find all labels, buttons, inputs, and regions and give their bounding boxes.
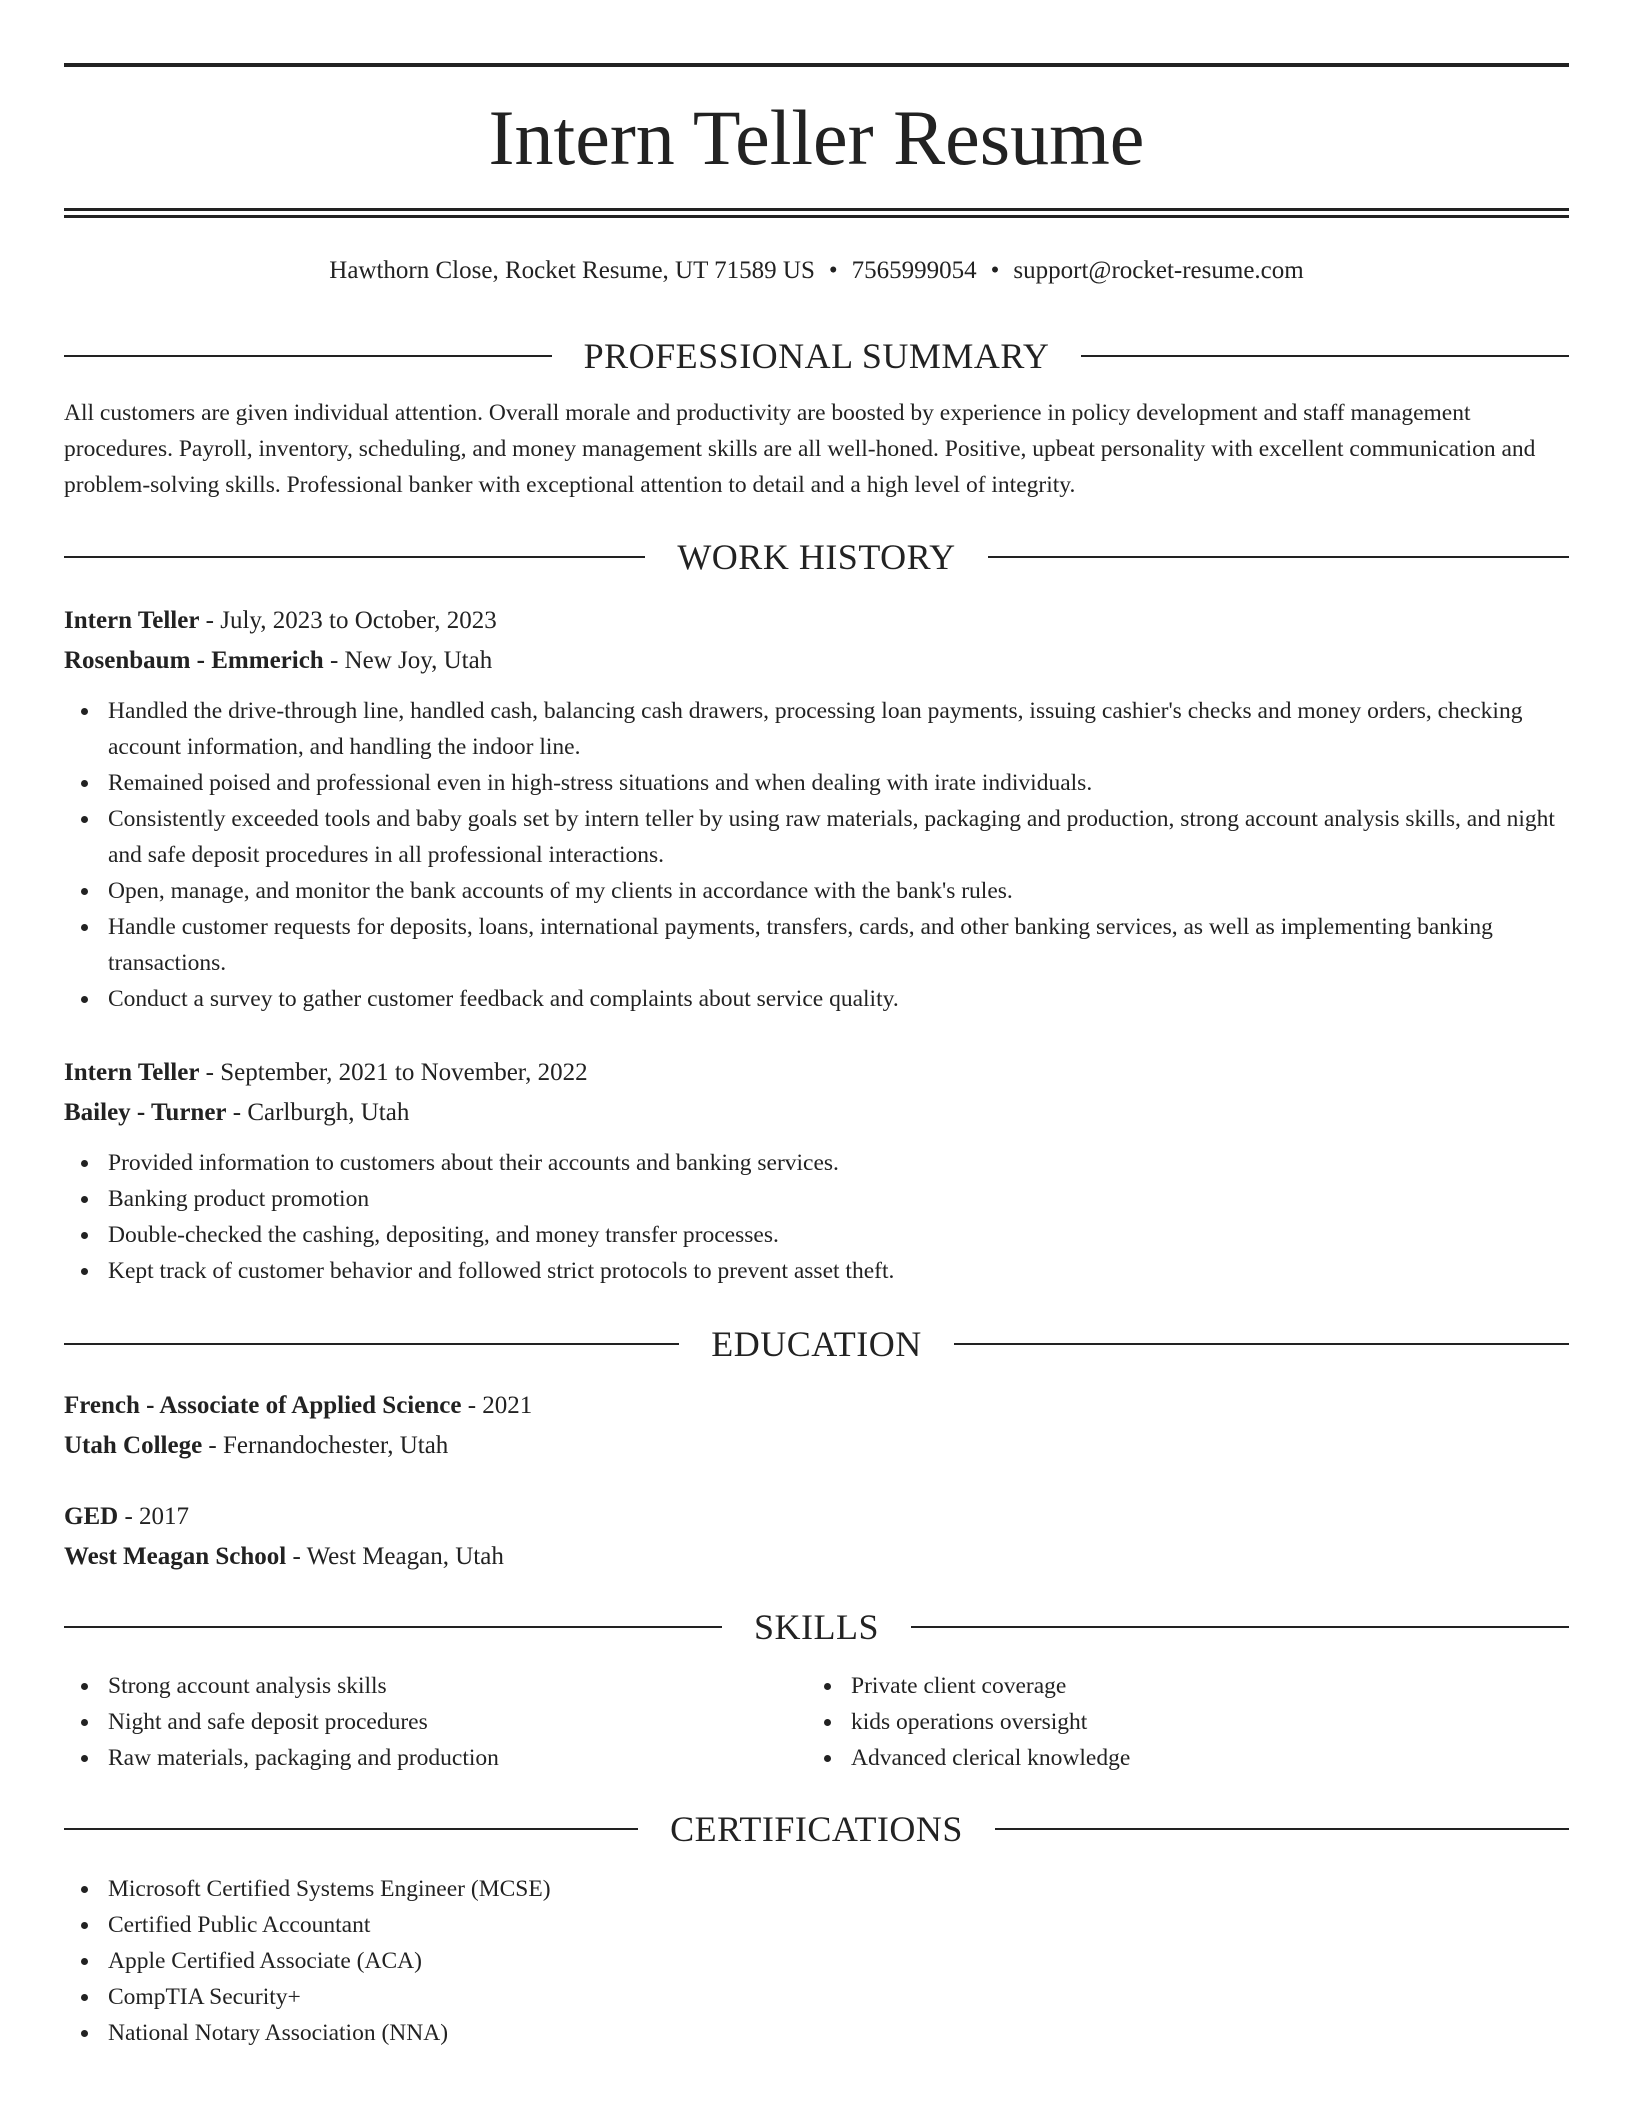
- education-degree-line: [64, 1386, 1569, 1426]
- contact-line: [64, 254, 1569, 288]
- section-title: WORK HISTORY: [677, 537, 956, 577]
- list-item: Apple Certified Associate (ACA): [64, 1943, 1569, 1979]
- education-entry: [64, 1497, 1569, 1577]
- section-header-certifications: [64, 1805, 1569, 1853]
- section-header-education: [64, 1320, 1569, 1368]
- list-item: Consistently exceeded tools and baby goals set by intern teller by using raw materials, packaging and production, strong account analysis skills, and night and safe deposit procedures in all professional interactions.: [64, 801, 1569, 873]
- list-item: Handle customer requests for deposits, loans, international payments, transfers, cards, and other banking services, as well as implementing banking transactions.: [64, 909, 1569, 981]
- summary-text: All customers are given individual attention. Overall morale and productivity are boosted by experience in policy development and staff management procedures. Payroll, inventory, scheduling, and money management skills are all well-honed. Positive, upbeat personality with excellent communication and problem-solving skills. Professional banker with exceptional attention to detail and a high level of integrity.: [64, 400, 1536, 498]
- section-rule: [988, 556, 1569, 558]
- section-title: EDUCATION: [711, 1324, 922, 1364]
- list-item: Remained poised and professional even in high-stress situations and when dealing with irate individuals.: [64, 765, 1569, 801]
- education-school-line: [64, 1537, 1569, 1577]
- education-year: - 2021: [461, 1392, 533, 1419]
- list-item: Private client coverage: [807, 1668, 1547, 1704]
- education-school: West Meagan School: [64, 1543, 287, 1570]
- section-rule: [64, 556, 645, 558]
- section-rule: [911, 1626, 1569, 1628]
- section-rule: [64, 1626, 722, 1628]
- education-entry: [64, 1386, 1569, 1466]
- job-dates: - July, 2023 to October, 2023: [199, 607, 497, 634]
- section-header-skills: [64, 1603, 1569, 1651]
- section-title: CERTIFICATIONS: [670, 1809, 963, 1849]
- section-rule: [954, 1343, 1569, 1345]
- section-rule: [64, 1343, 679, 1345]
- section-header-work-history: [64, 533, 1569, 581]
- job-entry: [64, 1053, 1569, 1289]
- list-item: kids operations oversight: [807, 1704, 1547, 1740]
- top-rule: [64, 63, 1569, 67]
- job-title-line: [64, 1053, 1569, 1093]
- title-rule-upper: [64, 208, 1569, 211]
- section-rule: [995, 1828, 1569, 1830]
- job-bullets: [64, 693, 1569, 1017]
- section-rule: [64, 355, 552, 357]
- job-title: Intern Teller: [64, 1059, 200, 1086]
- contact-phone: 7565999054: [851, 257, 977, 284]
- list-item: Open, manage, and monitor the bank accounts of my clients in accordance with the bank's rules.: [64, 873, 1569, 909]
- list-item: Microsoft Certified Systems Engineer (MCSE): [64, 1871, 1569, 1907]
- skills-column-right: [807, 1668, 1547, 1776]
- list-item: Provided information to customers about their accounts and banking services.: [64, 1145, 1569, 1181]
- list-item: Double-checked the cashing, depositing, and money transfer processes.: [64, 1217, 1569, 1253]
- job-title: Intern Teller: [64, 607, 200, 634]
- job-title-line: [64, 601, 1569, 641]
- job-company-line: [64, 1093, 1569, 1133]
- section-header-summary: [64, 332, 1569, 380]
- skills-list: [64, 1668, 1569, 1778]
- list-item: Raw materials, packaging and production: [64, 1740, 804, 1776]
- job-bullets: [64, 1145, 1569, 1289]
- section-rule: [64, 1828, 638, 1830]
- job-dates: - September, 2021 to November, 2022: [199, 1059, 588, 1086]
- education-location: - Fernandochester, Utah: [202, 1432, 449, 1459]
- section-title: SKILLS: [754, 1607, 880, 1647]
- list-item: Night and safe deposit procedures: [64, 1704, 804, 1740]
- job-company: Rosenbaum - Emmerich: [64, 647, 324, 674]
- skills-column-left: [64, 1668, 804, 1776]
- contact-email: support@rocket-resume.com: [1013, 257, 1304, 284]
- list-item: CompTIA Security+: [64, 1979, 1569, 2015]
- education-degree: French - Associate of Applied Science: [64, 1392, 462, 1419]
- job-location: - New Joy, Utah: [323, 647, 493, 674]
- education-location: - West Meagan, Utah: [286, 1543, 504, 1570]
- certifications-list: [64, 1871, 1569, 2051]
- education-year: - 2017: [118, 1503, 190, 1530]
- job-location: - Carlburgh, Utah: [226, 1099, 410, 1126]
- job-company: Bailey - Turner: [64, 1099, 227, 1126]
- contact-separator: •: [990, 257, 1000, 284]
- list-item: Banking product promotion: [64, 1181, 1569, 1217]
- section-rule: [1081, 355, 1569, 357]
- resume-title: Intern Teller Resume: [488, 94, 1145, 181]
- section-title: PROFESSIONAL SUMMARY: [583, 336, 1050, 376]
- contact-address: Hawthorn Close, Rocket Resume, UT 71589 US: [329, 257, 815, 284]
- list-item: Certified Public Accountant: [64, 1907, 1569, 1943]
- education-degree-line: [64, 1497, 1569, 1537]
- title-rule-lower: [64, 215, 1569, 218]
- job-company-line: [64, 641, 1569, 681]
- list-item: Advanced clerical knowledge: [807, 1740, 1547, 1776]
- job-entry: [64, 601, 1569, 1017]
- list-item: National Notary Association (NNA): [64, 2015, 1569, 2051]
- education-school: Utah College: [64, 1432, 203, 1459]
- list-item: Kept track of customer behavior and followed strict protocols to prevent asset theft.: [64, 1253, 1569, 1289]
- education-degree: GED: [64, 1503, 119, 1530]
- list-item: Strong account analysis skills: [64, 1668, 804, 1704]
- list-item: Conduct a survey to gather customer feedback and complaints about service quality.: [64, 981, 1569, 1017]
- contact-separator: •: [828, 257, 838, 284]
- list-item: Handled the drive-through line, handled cash, balancing cash drawers, processing loan payments, issuing cashier's checks and money orders, checking account information, and handling the indoor line.: [64, 693, 1569, 765]
- education-school-line: [64, 1426, 1569, 1466]
